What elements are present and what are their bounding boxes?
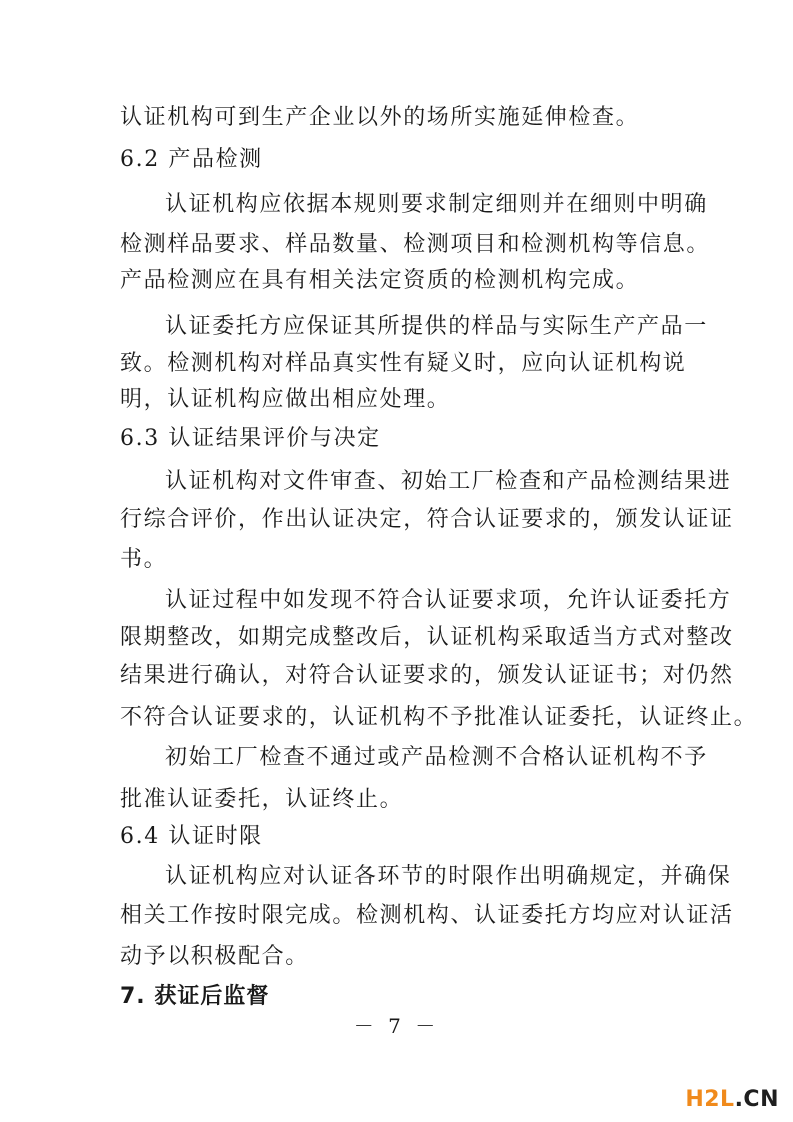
paragraph-line: 书。 bbox=[120, 547, 168, 572]
paragraph-line: 致。检测机构对样品真实性有疑义时，应向认证机构说 bbox=[120, 351, 687, 376]
paragraph-line: 产品检测应在具有相关法定资质的检测机构完成。 bbox=[120, 268, 640, 293]
section-heading-6-3: 6.3 认证结果评价与决定 bbox=[120, 426, 381, 451]
watermark-suffix: .CN bbox=[734, 1087, 779, 1112]
paragraph-line: 认证机构应对认证各环节的时限作出明确规定，并确保 bbox=[165, 864, 732, 889]
watermark-logo bbox=[685, 1087, 779, 1112]
paragraph-line: 认证委托方应保证其所提供的样品与实际生产产品一 bbox=[165, 314, 708, 339]
section-heading-6-4: 6.4 认证时限 bbox=[120, 824, 263, 849]
paragraph-line: 限期整改，如期完成整改后，认证机构采取适当方式对整改 bbox=[120, 625, 734, 650]
page-number: － 7 － bbox=[353, 1014, 440, 1038]
paragraph-line: 结果进行确认，对符合认证要求的，颁发认证证书；对仍然 bbox=[120, 663, 734, 688]
paragraph-line: 批准认证委托，认证终止。 bbox=[120, 787, 404, 812]
paragraph-line: 不符合认证要求的，认证机构不予批准认证委托，认证终止。 bbox=[120, 705, 758, 730]
paragraph-line: 动予以积极配合。 bbox=[120, 944, 309, 969]
paragraph-line: 相关工作按时限完成。检测机构、认证委托方均应对认证活 bbox=[120, 903, 734, 928]
watermark-brand: H2L bbox=[685, 1087, 735, 1112]
paragraph-line: 检测样品要求、样品数量、检测项目和检测机构等信息。 bbox=[120, 232, 711, 257]
paragraph-line: 认证机构对文件审查、初始工厂检查和产品检测结果进 bbox=[165, 469, 732, 494]
section-heading-7: 7. 获证后监督 bbox=[120, 984, 270, 1009]
paragraph-line: 明，认证机构应做出相应处理。 bbox=[120, 387, 451, 412]
paragraph-line: 认证机构应依据本规则要求制定细则并在细则中明确 bbox=[165, 192, 708, 217]
paragraph-line: 认证过程中如发现不符合认证要求项，允许认证委托方 bbox=[165, 588, 732, 613]
section-heading-6-2: 6.2 产品检测 bbox=[120, 147, 263, 172]
paragraph-line: 初始工厂检查不通过或产品检测不合格认证机构不予 bbox=[165, 745, 708, 770]
paragraph-line: 认证机构可到生产企业以外的场所实施延伸检查。 bbox=[120, 105, 640, 130]
paragraph-line: 行综合评价，作出认证决定，符合认证要求的，颁发认证证 bbox=[120, 507, 734, 532]
